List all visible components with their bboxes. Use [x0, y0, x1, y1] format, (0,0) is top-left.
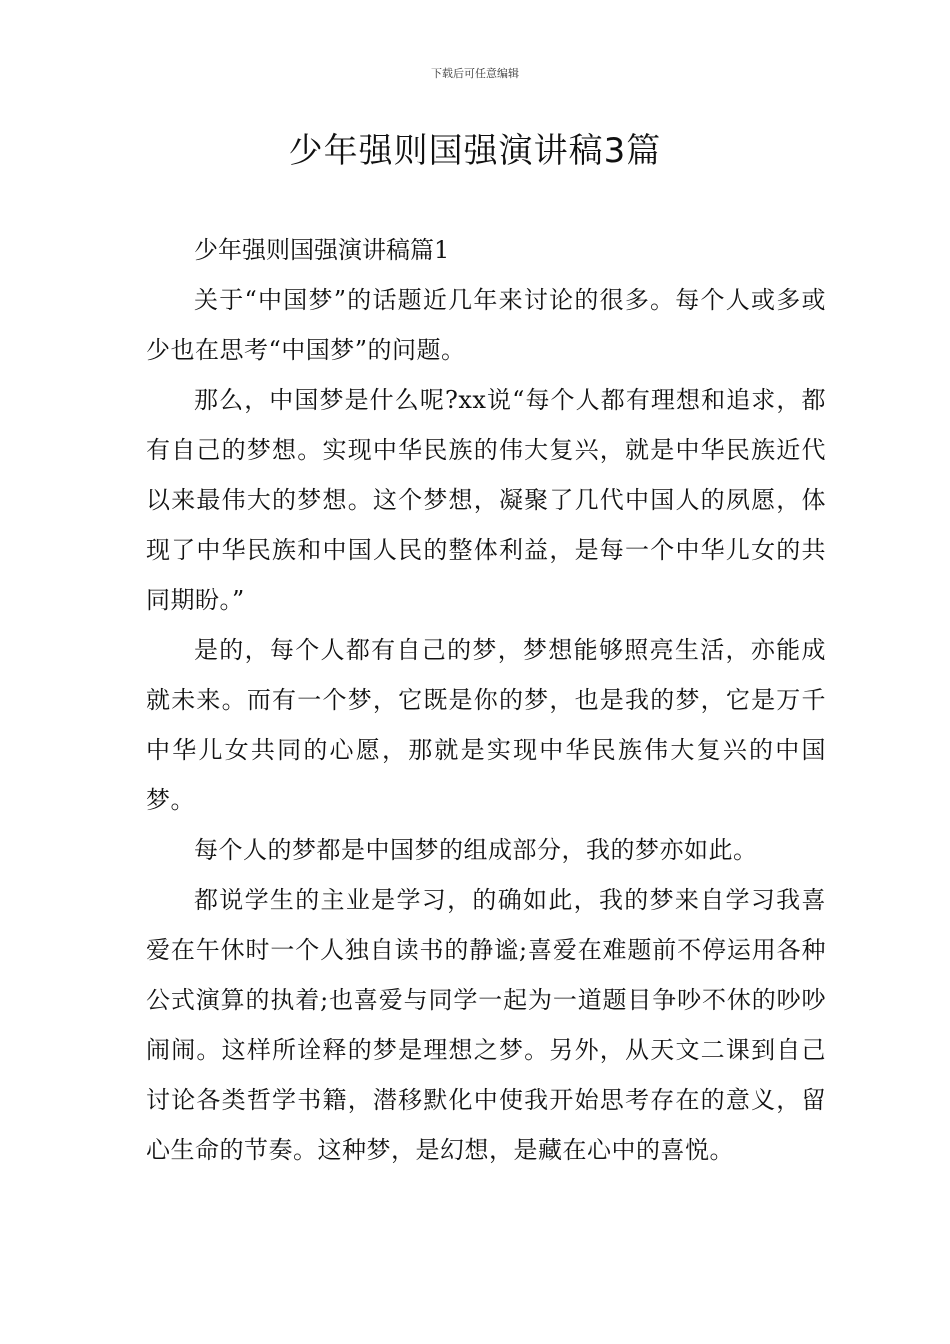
- document-body: [146, 225, 826, 1175]
- section-heading: 少年强则国强演讲稿篇1: [194, 236, 450, 264]
- paragraph: 是的，每个人都有自己的梦，梦想能够照亮生活，亦能成就未来。而有一个梦，它既是你的梦，也是我的梦，它是万千中华儿女共同的心愿，那就是实现中华民族伟大复兴的中国梦。: [146, 636, 826, 814]
- paragraph: 那么，中国梦是什么呢?xx说“每个人都有理想和追求，都有自己的梦想。实现中华民族的伟大复兴，就是中华民族近代以来最伟大的梦想。这个梦想，凝聚了几代中国人的夙愿，体现了中华民族和中国人民的整体利益，是每一个中华儿女的共同期盼。”: [146, 386, 826, 614]
- document-title: 少年强则国强演讲稿3篇: [288, 131, 662, 171]
- header-note: 下载后可任意编辑: [431, 67, 519, 80]
- paragraph: 每个人的梦都是中国梦的组成部分，我的梦亦如此。: [194, 836, 758, 864]
- paragraph: 都说学生的主业是学习，的确如此，我的梦来自学习我喜爱在午休时一个人独自读书的静谧;喜爱在难题前不停运用各种公式演算的执着;也喜爱与同学一起为一道题目争吵不休的吵吵闹闹。这样所诠释的梦是理想之梦。另外，从天文二课到自己讨论各类哲学书籍，潜移默化中使我开始思考存在的意义，留心生命的节奏。这种梦，是幻想，是藏在心中的喜悦。: [146, 886, 826, 1164]
- paragraph: 关于“中国梦”的话题近几年来讨论的很多。每个人或多或少也在思考“中国梦”的问题。: [146, 286, 826, 364]
